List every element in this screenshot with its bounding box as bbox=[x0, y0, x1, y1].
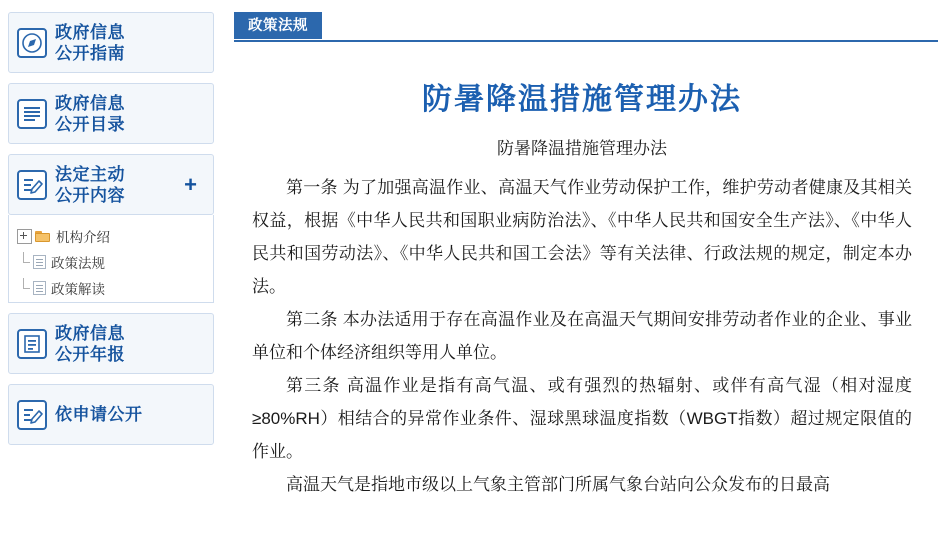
tree-item-policy-regulations[interactable] bbox=[9, 249, 213, 275]
sidebar-item-label bbox=[55, 93, 125, 135]
report-document-icon bbox=[9, 329, 55, 359]
sidebar-item-label-line1: 政府信息 bbox=[55, 93, 125, 113]
sidebar-item-label-line2: 公开指南 bbox=[55, 43, 125, 63]
sidebar-item-annual-report[interactable] bbox=[8, 313, 214, 374]
article-paragraph: 第二条 本办法适用于存在高温作业及在高温天气期间安排劳动者作业的企业、事业单位和个体经济组织等用人单位。 bbox=[252, 310, 912, 362]
article-paragraph: 高温天气是指地市级以上气象主管部门所属气象台站向公众发布的日最高 bbox=[286, 475, 830, 494]
apply-pen-icon bbox=[9, 400, 55, 430]
sidebar-item-label-line1: 政府信息 bbox=[55, 323, 125, 343]
tree-item-label: 政策法规 bbox=[51, 256, 105, 271]
sidebar bbox=[0, 0, 222, 548]
sidebar-item-label-line2: 公开内容 bbox=[55, 185, 125, 205]
list-document-icon bbox=[9, 99, 55, 129]
article-subtitle: 防暑降温措施管理办法 bbox=[497, 139, 667, 158]
tree-item-org-intro[interactable] bbox=[9, 223, 213, 249]
expand-toggle-icon[interactable] bbox=[17, 229, 32, 244]
page-title: 防暑降温措施管理办法 bbox=[422, 82, 742, 117]
sidebar-item-label-line1: 法定主动 bbox=[55, 164, 125, 184]
tree-elbow-icon bbox=[17, 278, 30, 298]
sidebar-item-label bbox=[55, 323, 125, 365]
sidebar-item-open-guide[interactable] bbox=[8, 12, 214, 73]
article-paragraph: 第三条 高温作业是指有高气温、或有强烈的热辐射、或伴有高气湿（相对湿度≥80%RH）相结合的异常作业条件、湿球黑球温度指数（WBGT指数）超过规定限值的作业。 bbox=[252, 376, 912, 461]
folder-icon bbox=[35, 230, 51, 242]
tab-policy-regulations[interactable]: 政策法规 bbox=[234, 12, 322, 39]
tree-item-label: 机构介绍 bbox=[56, 230, 110, 245]
edit-document-icon bbox=[9, 170, 55, 200]
tab-bar bbox=[234, 12, 938, 42]
sidebar-item-apply-disclosure[interactable] bbox=[8, 384, 214, 445]
main-content bbox=[222, 0, 952, 548]
article-paragraph: 第一条 为了加强高温作业、高温天气作业劳动保护工作，维护劳动者健康及其相关权益，根据《中华人民共和国职业病防治法》、《中华人民共和国安全生产法》、《中华人民共和国劳动法》、《中华人民共和国工会法》等有关法律、行政法规的规定，制定本办法。 bbox=[252, 178, 912, 296]
document-icon bbox=[33, 255, 46, 269]
tree-item-label: 政策解读 bbox=[51, 282, 105, 297]
sidebar-item-label bbox=[55, 164, 125, 206]
sidebar-item-statutory-content[interactable] bbox=[8, 154, 214, 215]
sidebar-item-label bbox=[55, 404, 143, 425]
sidebar-item-label-line1: 政府信息 bbox=[55, 22, 125, 42]
sidebar-item-label-line2: 公开年报 bbox=[55, 344, 125, 364]
document-icon bbox=[33, 281, 46, 295]
expand-plus-icon[interactable]: + bbox=[184, 171, 197, 197]
sidebar-item-open-catalog[interactable] bbox=[8, 83, 214, 144]
sidebar-subtree bbox=[8, 215, 214, 303]
tree-elbow-icon bbox=[17, 252, 30, 272]
article bbox=[234, 42, 938, 501]
tree-item-policy-interpretation[interactable] bbox=[9, 275, 213, 301]
sidebar-item-label-line1: 依申请公开 bbox=[55, 405, 143, 424]
compass-icon bbox=[9, 28, 55, 58]
sidebar-item-label-line2: 公开目录 bbox=[55, 114, 125, 134]
sidebar-item-label bbox=[55, 22, 125, 64]
